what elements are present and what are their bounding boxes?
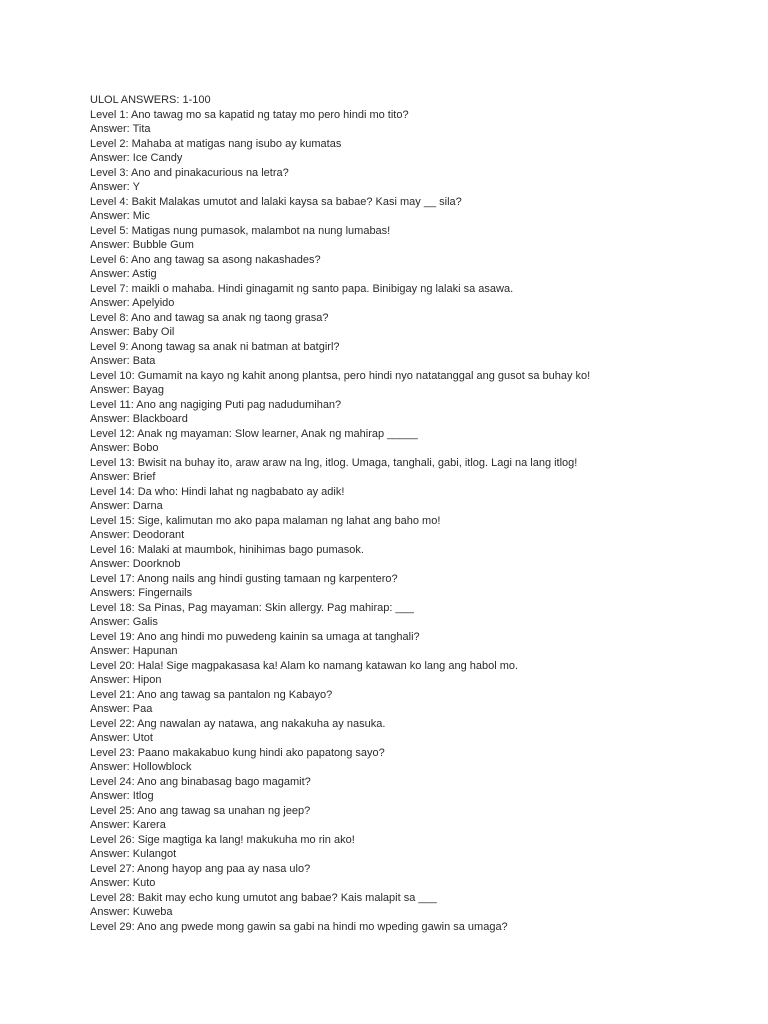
answer-line: Answer: Hipon — [90, 674, 162, 686]
question-line: Level 15: Sige, kalimutan mo ako papa malaman ng lahat ang baho mo! — [90, 514, 441, 527]
answer-line: Answer: Hapunan — [90, 645, 178, 657]
answer-line: Answer: Blackboard — [90, 413, 188, 425]
question-line: Level 7: maikli o mahaba. Hindi ginagamit ng santo papa. Binibigay ng lalaki sa asawa. — [90, 282, 514, 295]
question-line: Level 23: Paano makakabuo kung hindi ako papatong sayo? — [90, 746, 385, 759]
question-line: Level 11: Ano ang nagiging Puti pag nadudumihan? — [90, 398, 342, 411]
answer-line: Answer: Tita — [90, 123, 151, 135]
answer-line: Answers: Fingernails — [90, 587, 193, 599]
answer-line: Answer: Paa — [90, 703, 153, 715]
question-line: Level 4: Bakit Malakas umutot and lalaki kaysa sa babae? Kasi may __ sila? — [90, 195, 462, 208]
answer-line: Answer: Apelyido — [90, 297, 175, 309]
question-line: Level 22: Ang nawalan ay natawa, ang nakakuha ay nasuka. — [90, 717, 386, 730]
answer-line: Answer: Kuto — [90, 877, 156, 889]
question-line: Level 10: Gumamit na kayo ng kahit anong plantsa, pero hindi nyo natatanggal ang gusot sa buhay ko! — [90, 369, 591, 382]
answer-line: Answer: Darna — [90, 500, 163, 512]
answer-line: Answer: Itlog — [90, 790, 154, 802]
question-line: Level 17: Anong nails ang hindi gusting tamaan ng karpentero? — [90, 572, 398, 585]
answer-line: Answer: Hollowblock — [90, 761, 192, 773]
answer-line: Answer: Bata — [90, 355, 156, 367]
question-line: Level 2: Mahaba at matigas nang isubo ay kumatas — [90, 137, 342, 150]
answer-line: Answer: Deodorant — [90, 529, 185, 541]
answer-line: Answer: Karera — [90, 819, 166, 831]
question-line: Level 28: Bakit may echo kung umutot ang babae? Kais malapit sa ___ — [90, 891, 437, 904]
answer-line: Answer: Bayag — [90, 384, 164, 396]
answer-line: Answer: Astig — [90, 268, 157, 280]
answer-line: Answer: Bubble Gum — [90, 239, 194, 251]
question-line: Level 29: Ano ang pwede mong gawin sa gabi na hindi mo wpeding gawin sa umaga? — [90, 920, 508, 933]
question-line: Level 18: Sa Pinas, Pag mayaman: Skin allergy. Pag mahirap: ___ — [90, 601, 414, 614]
answer-line: Answer: Kuweba — [90, 906, 173, 918]
question-line: Level 1: Ano tawag mo sa kapatid ng tatay mo pero hindi mo tito? — [90, 108, 409, 121]
answer-line: Answer: Y — [90, 181, 140, 193]
answer-line: Answer: Brief — [90, 471, 156, 483]
question-line: Level 8: Ano and tawag sa anak ng taong grasa? — [90, 311, 329, 324]
question-line: Level 24: Ano ang binabasag bago magamit? — [90, 775, 311, 788]
question-line: Level 13: Bwisit na buhay ito, araw araw na lng, itlog. Umaga, tanghali, gabi, itlog. Lagi na lang itlog! — [90, 456, 578, 469]
question-line: Level 21: Ano ang tawag sa pantalon ng Kabayo? — [90, 688, 333, 701]
document-title: ULOL ANSWERS: 1-100 — [90, 94, 211, 106]
answer-line: Answer: Mic — [90, 210, 150, 222]
question-line: Level 16: Malaki at maumbok, hinihimas bago pumasok. — [90, 543, 364, 556]
question-line: Level 26: Sige magtiga ka lang! makukuha mo rin ako! — [90, 833, 355, 846]
question-line: Level 19: Ano ang hindi mo puwedeng kainin sa umaga at tanghali? — [90, 630, 420, 643]
answer-line: Answer: Baby Oil — [90, 326, 175, 338]
question-line: Level 20: Hala! Sige magpakasasa ka! Alam ko namang katawan ko lang ang habol mo. — [90, 659, 519, 672]
answer-line: Answer: Galis — [90, 616, 158, 628]
question-line: Level 5: Matigas nung pumasok, malambot na nung lumabas! — [90, 224, 391, 237]
question-line: Level 6: Ano ang tawag sa asong nakashades? — [90, 253, 321, 266]
answer-line: Answer: Bobo — [90, 442, 159, 454]
question-line: Level 12: Anak ng mayaman: Slow learner, Anak ng mahirap _____ — [90, 427, 418, 440]
question-line: Level 27: Anong hayop ang paa ay nasa ulo? — [90, 862, 311, 875]
answer-line: Answer: Ice Candy — [90, 152, 183, 164]
question-line: Level 3: Ano and pinakacurious na letra? — [90, 166, 289, 179]
document-body — [90, 93, 750, 934]
question-line: Level 14: Da who: Hindi lahat ng nagbabato ay adik! — [90, 485, 345, 498]
answer-line: Answer: Doorknob — [90, 558, 181, 570]
question-line: Level 25: Ano ang tawag sa unahan ng jeep? — [90, 804, 311, 817]
question-line: Level 9: Anong tawag sa anak ni batman at batgirl? — [90, 340, 340, 353]
answer-line: Answer: Kulangot — [90, 848, 177, 860]
answer-line: Answer: Utot — [90, 732, 153, 744]
